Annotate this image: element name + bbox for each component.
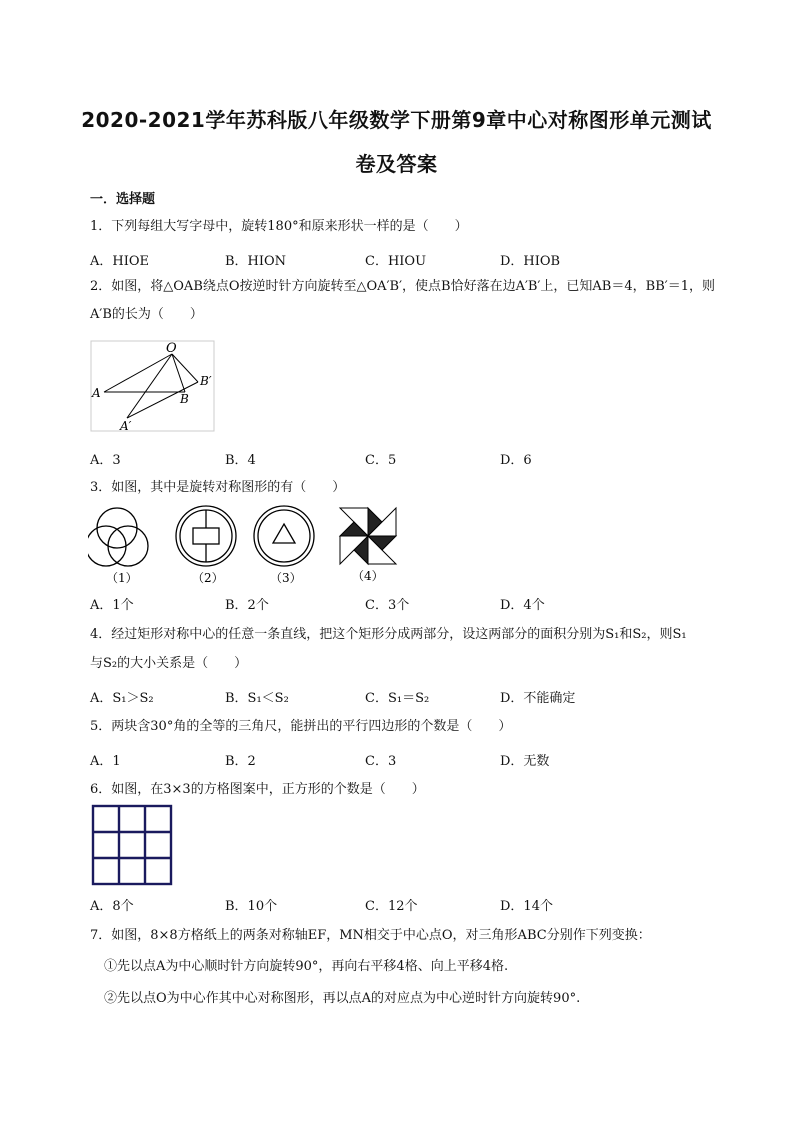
question-6-grid-figure — [91, 804, 173, 886]
option-b: B．2 — [225, 754, 256, 769]
question-3-figures — [88, 500, 408, 588]
option-c: C．5 — [365, 453, 397, 468]
option-b: B．4 — [225, 453, 256, 468]
option-a: A．3 — [90, 453, 121, 468]
doc-title-line2: 卷及答案 — [355, 152, 438, 176]
doc-title-line1: 2020-2021学年苏科版八年级数学下册第9章中心对称图形单元测试 — [81, 108, 712, 132]
option-d: D．HIOB — [500, 254, 561, 269]
label-b-prime: B′ — [200, 374, 212, 388]
section-heading: 一．选择题 — [90, 192, 156, 207]
option-a: A．1个 — [90, 598, 134, 613]
option-b: B．2个 — [225, 598, 269, 613]
option-c: C．3个 — [365, 598, 410, 613]
option-a: A．HIOE — [90, 254, 150, 269]
question-7-sub-1: ①先以点A为中心顺时针方向旋转90°，再向右平移4格、向上平移4格. — [104, 959, 509, 974]
figure-1-label: （1） — [106, 571, 138, 585]
question-6-stem: 6．如图，在3×3的方格图案中，正方形的个数是（ ） — [90, 782, 425, 797]
label-a-prime: A′ — [120, 419, 132, 432]
question-4-stem-line1: 4．经过矩形对称中心的任意一条直线，把这个矩形分成两部分，设这两部分的面积分别为S₁和S₂，则S₁ — [90, 627, 687, 642]
figure-2-label: （2） — [192, 571, 224, 585]
figure-4-label: （4） — [352, 569, 384, 583]
question-1-stem: 1．下列每组大写字母中，旋转180°和原来形状一样的是（ ） — [90, 219, 468, 234]
option-d: D．4个 — [500, 598, 545, 613]
option-a: A．S₁＞S₂ — [90, 691, 154, 706]
option-b: B．HION — [225, 254, 287, 269]
label-a: A — [92, 386, 101, 400]
option-d: D．14个 — [500, 899, 553, 914]
figure-4-pinwheel — [340, 508, 396, 564]
option-d: D．无数 — [500, 754, 550, 769]
figure-3-circle-triangle — [254, 506, 314, 566]
question-7-stem: 7．如图，8×8方格纸上的两条对称轴EF，MN相交于中心点O，对三角形ABC分别作下列变换： — [90, 928, 651, 943]
label-b: B — [180, 392, 189, 406]
question-2-figure — [90, 340, 215, 432]
option-c: C．12个 — [365, 899, 418, 914]
question-7-sub-2: ②先以点O为中心作其中心对称图形，再以点A的对应点为中心逆时针方向旋转90°. — [104, 991, 581, 1006]
question-5-stem: 5．两块含30°角的全等的三角尺，能拼出的平行四边形的个数是（ ） — [90, 719, 512, 734]
figure-2-circle-square — [176, 506, 236, 566]
option-a: A．1 — [90, 754, 121, 769]
figure-3-label: （3） — [270, 571, 302, 585]
label-o: O — [166, 341, 177, 356]
question-3-stem: 3．如图，其中是旋转对称图形的有（ ） — [90, 480, 346, 495]
option-b: B．10个 — [225, 899, 278, 914]
option-a: A．8个 — [90, 899, 134, 914]
option-c: C．HIOU — [365, 254, 427, 269]
question-4-stem-line2: 与S₂的大小关系是（ ） — [90, 656, 248, 671]
figure-1-trefoil — [88, 508, 148, 566]
option-c: C．3 — [365, 754, 397, 769]
option-b: B．S₁＜S₂ — [225, 691, 289, 706]
option-d: D．6 — [500, 453, 532, 468]
option-c: C．S₁＝S₂ — [365, 691, 430, 706]
question-2-stem: 2．如图，将△OAB绕点O按逆时针方向旋转至△OA′B′，使点B恰好落在边A′B′上，已知AB＝4，BB′＝1，则A′B的长为（ ） — [90, 279, 715, 322]
option-d: D．不能确定 — [500, 691, 576, 706]
